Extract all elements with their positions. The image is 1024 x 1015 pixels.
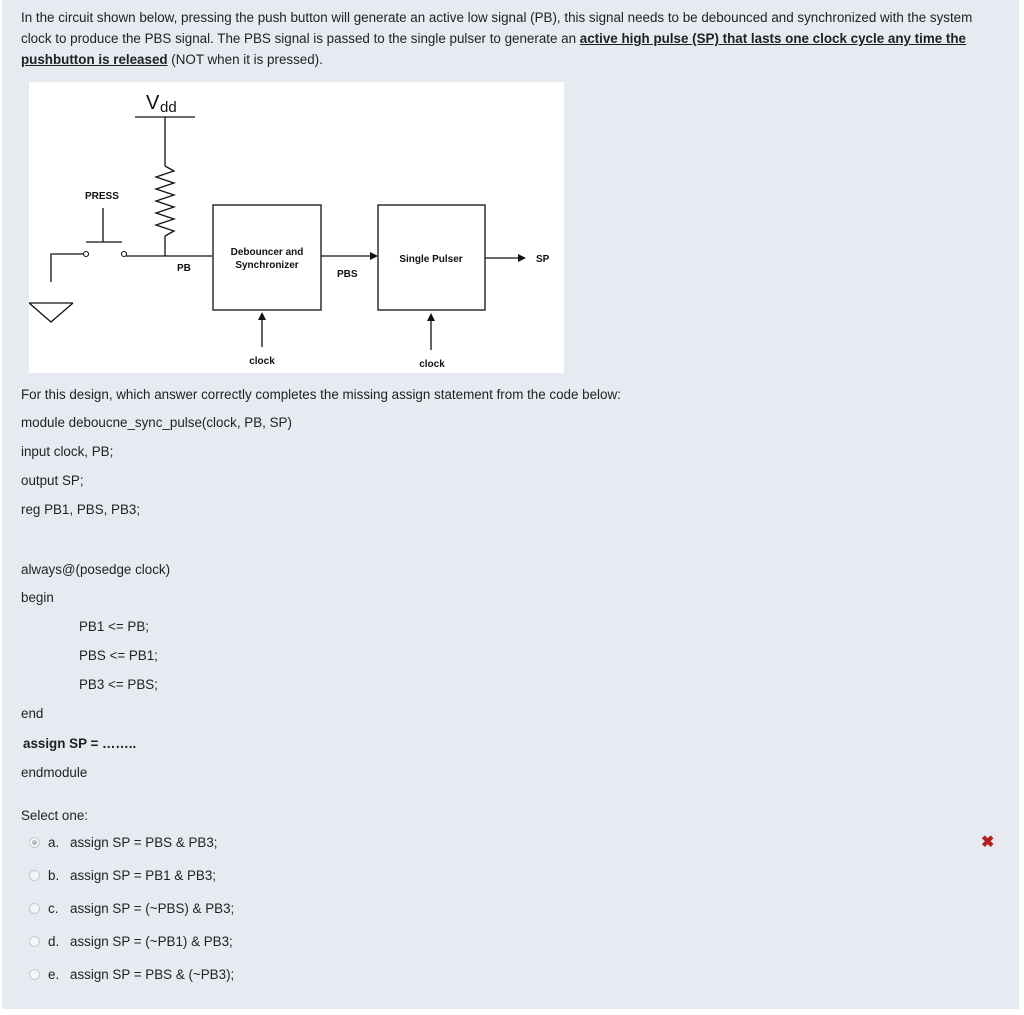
code-line: input clock, PB; (21, 444, 114, 459)
option-text: assign SP = (~PB1) & PB3; (70, 933, 233, 949)
option-letter: b. (48, 867, 60, 883)
incorrect-icon: ✖ (981, 834, 995, 851)
code-line: PBS <= PB1; (79, 648, 158, 663)
radio-b[interactable] (29, 870, 40, 881)
pulser-label: Single Pulser (399, 254, 463, 265)
answer-option-a[interactable] (29, 832, 218, 852)
pb-label: PB (177, 263, 191, 274)
radio-d[interactable] (29, 936, 40, 947)
ground-wire (51, 254, 83, 282)
code-line: module deboucne_sync_pulse(clock, PB, SP) (21, 415, 292, 430)
question-panel (2, 0, 1019, 1009)
code-line: always@(posedge clock) (21, 562, 171, 577)
radio-c[interactable] (29, 903, 40, 914)
clock-arrowhead-2 (427, 313, 435, 321)
intro-text-1: In the circuit shown below, pressing the push button will generate an active low signal (PB), this signal needs to be debounced and synchronized with the system clock to produce the PBS signal. The PBS signal is passed to the single pulser to generate an (21, 10, 973, 46)
option-letter: d. (48, 933, 60, 949)
circuit-svg (29, 82, 564, 373)
press-label: PRESS (85, 191, 119, 202)
radio-a[interactable] (29, 837, 40, 848)
vdd-label: V (146, 92, 160, 114)
ground-icon (29, 303, 73, 322)
option-letter: a. (48, 834, 60, 850)
intro-text-2: (NOT when it is pressed). (167, 52, 323, 67)
switch-contact-left (84, 252, 89, 257)
code-line: output SP; (21, 473, 84, 488)
select-one-label: Select one: (21, 808, 88, 823)
debouncer-label-2: Synchronizer (235, 260, 299, 271)
missing-assign-line: assign SP = …….. (23, 736, 137, 751)
code-line: end (21, 706, 44, 721)
intro-emphasis: active high pulse (SP) that lasts one clock cycle any time the pushbutton is released (21, 31, 967, 67)
code-line: reg PB1, PBS, PB3; (21, 502, 141, 517)
clock-label-2: clock (419, 359, 445, 370)
option-letter: c. (48, 900, 59, 916)
answer-option-c[interactable] (29, 898, 234, 918)
clock-arrowhead-1 (258, 312, 266, 320)
question-prompt: For this design, which answer correctly completes the missing assign statement from the code below: (21, 387, 621, 402)
debouncer-label-1: Debouncer and (230, 247, 304, 258)
radio-e[interactable] (29, 969, 40, 980)
sp-label: SP (536, 254, 550, 265)
option-letter: e. (48, 966, 60, 982)
answer-option-d[interactable] (29, 931, 233, 951)
vdd-subscript: dd (160, 99, 177, 116)
sp-arrowhead (518, 254, 526, 262)
answer-option-e[interactable] (29, 964, 234, 984)
option-text: assign SP = (~PBS) & PB3; (70, 900, 235, 916)
switch-contact-right (122, 252, 127, 257)
option-text: assign SP = PB1 & PB3; (70, 867, 217, 883)
option-text: assign SP = PBS & (~PB3); (70, 966, 235, 982)
pullup-resistor (156, 166, 174, 236)
option-text: assign SP = PBS & PB3; (70, 834, 218, 850)
clock-label-1: clock (249, 356, 275, 367)
code-line: PB1 <= PB; (79, 619, 149, 634)
pbs-arrowhead (370, 252, 378, 260)
pbs-label: PBS (337, 269, 358, 280)
code-line: PB3 <= PBS; (79, 677, 158, 692)
code-line: begin (21, 590, 54, 605)
code-line: endmodule (21, 765, 88, 780)
question-intro (21, 7, 1006, 70)
answer-option-b[interactable] (29, 865, 216, 885)
circuit-diagram (29, 82, 564, 373)
